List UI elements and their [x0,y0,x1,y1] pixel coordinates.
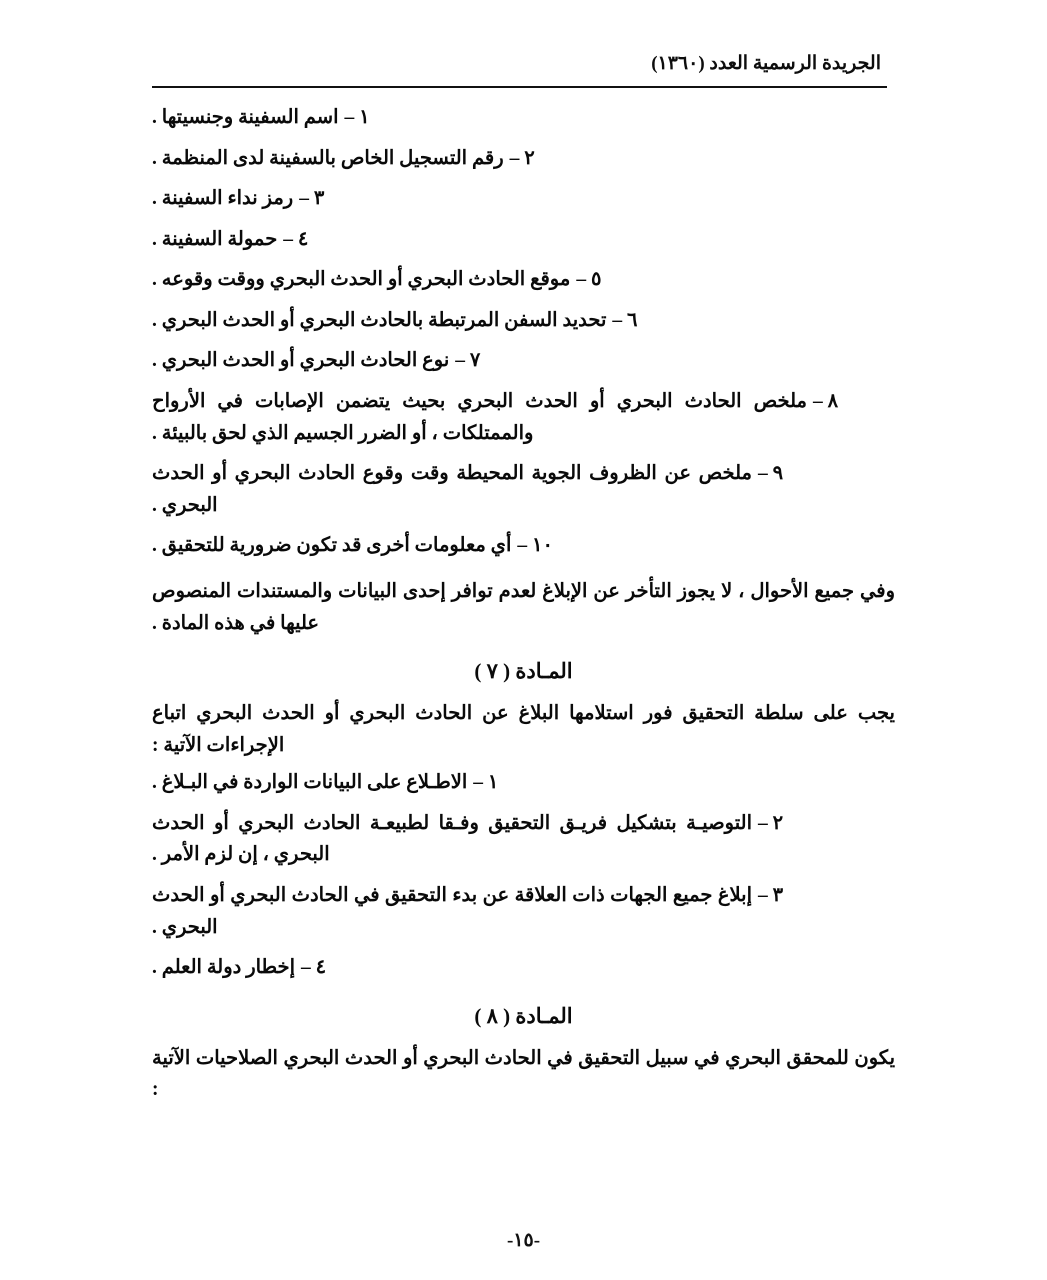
list-item-number: ٧ – [455,350,481,372]
list-item [152,458,895,521]
list-item-number: ٤ – [301,957,327,979]
list-item-text: حمولة السفينة . [152,228,278,250]
list-item [152,305,895,337]
list-item [152,386,895,449]
article-7-intro: يجب على سلطة التحقيق فور استلامها البلاغ عن الحادث البحري أو الحدث البحري اتباع الإجراءات الآتية : [152,703,895,756]
list-item-text: موقع الحادث البحري أو الحدث البحري ووقت وقوعه . [152,269,571,291]
list-item-text: ملخص الحادث البحري أو الحدث البحري بحيث يتضمن الإصابات في الأرواح والممتلكات ، أو الضرر الجسيم الذي لحق بالبيئة . [152,391,807,444]
list-item-text: اسم السفينة وجنسيتها . [152,107,339,128]
header-divider [152,86,887,88]
list-item-text: تحديد السفن المرتبطة بالحادث البحري أو الحدث البحري . [152,309,607,331]
list-item-text: ملخص عن الظروف الجوية المحيطة وقت وقوع الحادث البحري أو الحدث البحري . [152,463,752,516]
article-8-heading: المـادة ( ٨ ) [474,1003,573,1028]
page-number: -١٥- [506,1230,541,1251]
list-item-text: رمز نداء السفينة . [152,188,294,210]
paragraph-after-list: وفي جميع الأحوال ، لا يجوز التأخر عن الإبلاغ لعدم توافر إحدى البيانات والمستندات المنصوص عليها في هذه المادة . [152,580,895,634]
document-body [152,102,895,1106]
list-item-text: أي معلومات أخرى قد تكون ضرورية للتحقيق . [152,535,512,557]
list-item-text: نوع الحادث البحري أو الحدث البحري . [152,350,450,372]
list-item [152,224,895,256]
list-item-text: إبلاغ جميع الجهات ذات العلاقة عن بدء التحقيق في الحادث البحري أو الحدث البحري . [152,884,752,938]
list-item [152,952,895,984]
list-item-number: ٨ – [813,391,839,413]
article-7-heading: المـادة ( ٧ ) [474,659,573,684]
list-item-number: ٤ – [283,228,309,250]
list-item-text: التوصيـة بتشكيل فريـق التحقيق وفـقا لطبيعـة الحادث البحري أو الحدث البحري ، إن لزم الأمر . [152,812,752,866]
list-item-number: ٢ – [758,812,784,834]
list-item [152,264,895,296]
list-item [152,530,895,562]
list-item-number: ١٠ – [517,535,553,557]
list-item [152,880,895,943]
page-header [152,52,895,96]
list-item-number: ٢ – [509,147,535,169]
list-item-text: رقم التسجيل الخاص بالسفينة لدى المنظمة . [152,147,504,169]
list-item-text: الاطـلاع على البيانات الواردة في البـلاغ . [152,772,468,794]
list-item-number: ٦ – [612,309,638,331]
list-item [152,808,895,871]
list-item [152,183,895,215]
list-item [152,143,895,175]
list-item-number: ٣ – [299,188,325,210]
article-8-intro: يكون للمحقق البحري في سبيل التحقيق في الحادث البحري أو الحدث البحري الصلاحيات الآتية : [152,1047,895,1101]
list-item-text: إخطار دولة العلم . [152,957,296,979]
list-item-number: ٥ – [576,269,602,291]
list-item [152,345,895,377]
list-item-number: ١ – [344,107,370,128]
list-item-number: ١ – [473,772,499,794]
list-item [152,767,895,799]
gazette-header-title: الجريدة الرسمية العدد (١٣٦٠) [651,53,881,74]
list-item-number: ٣ – [758,884,784,906]
list-item-number: ٩ – [758,463,784,485]
list-item [152,102,895,134]
